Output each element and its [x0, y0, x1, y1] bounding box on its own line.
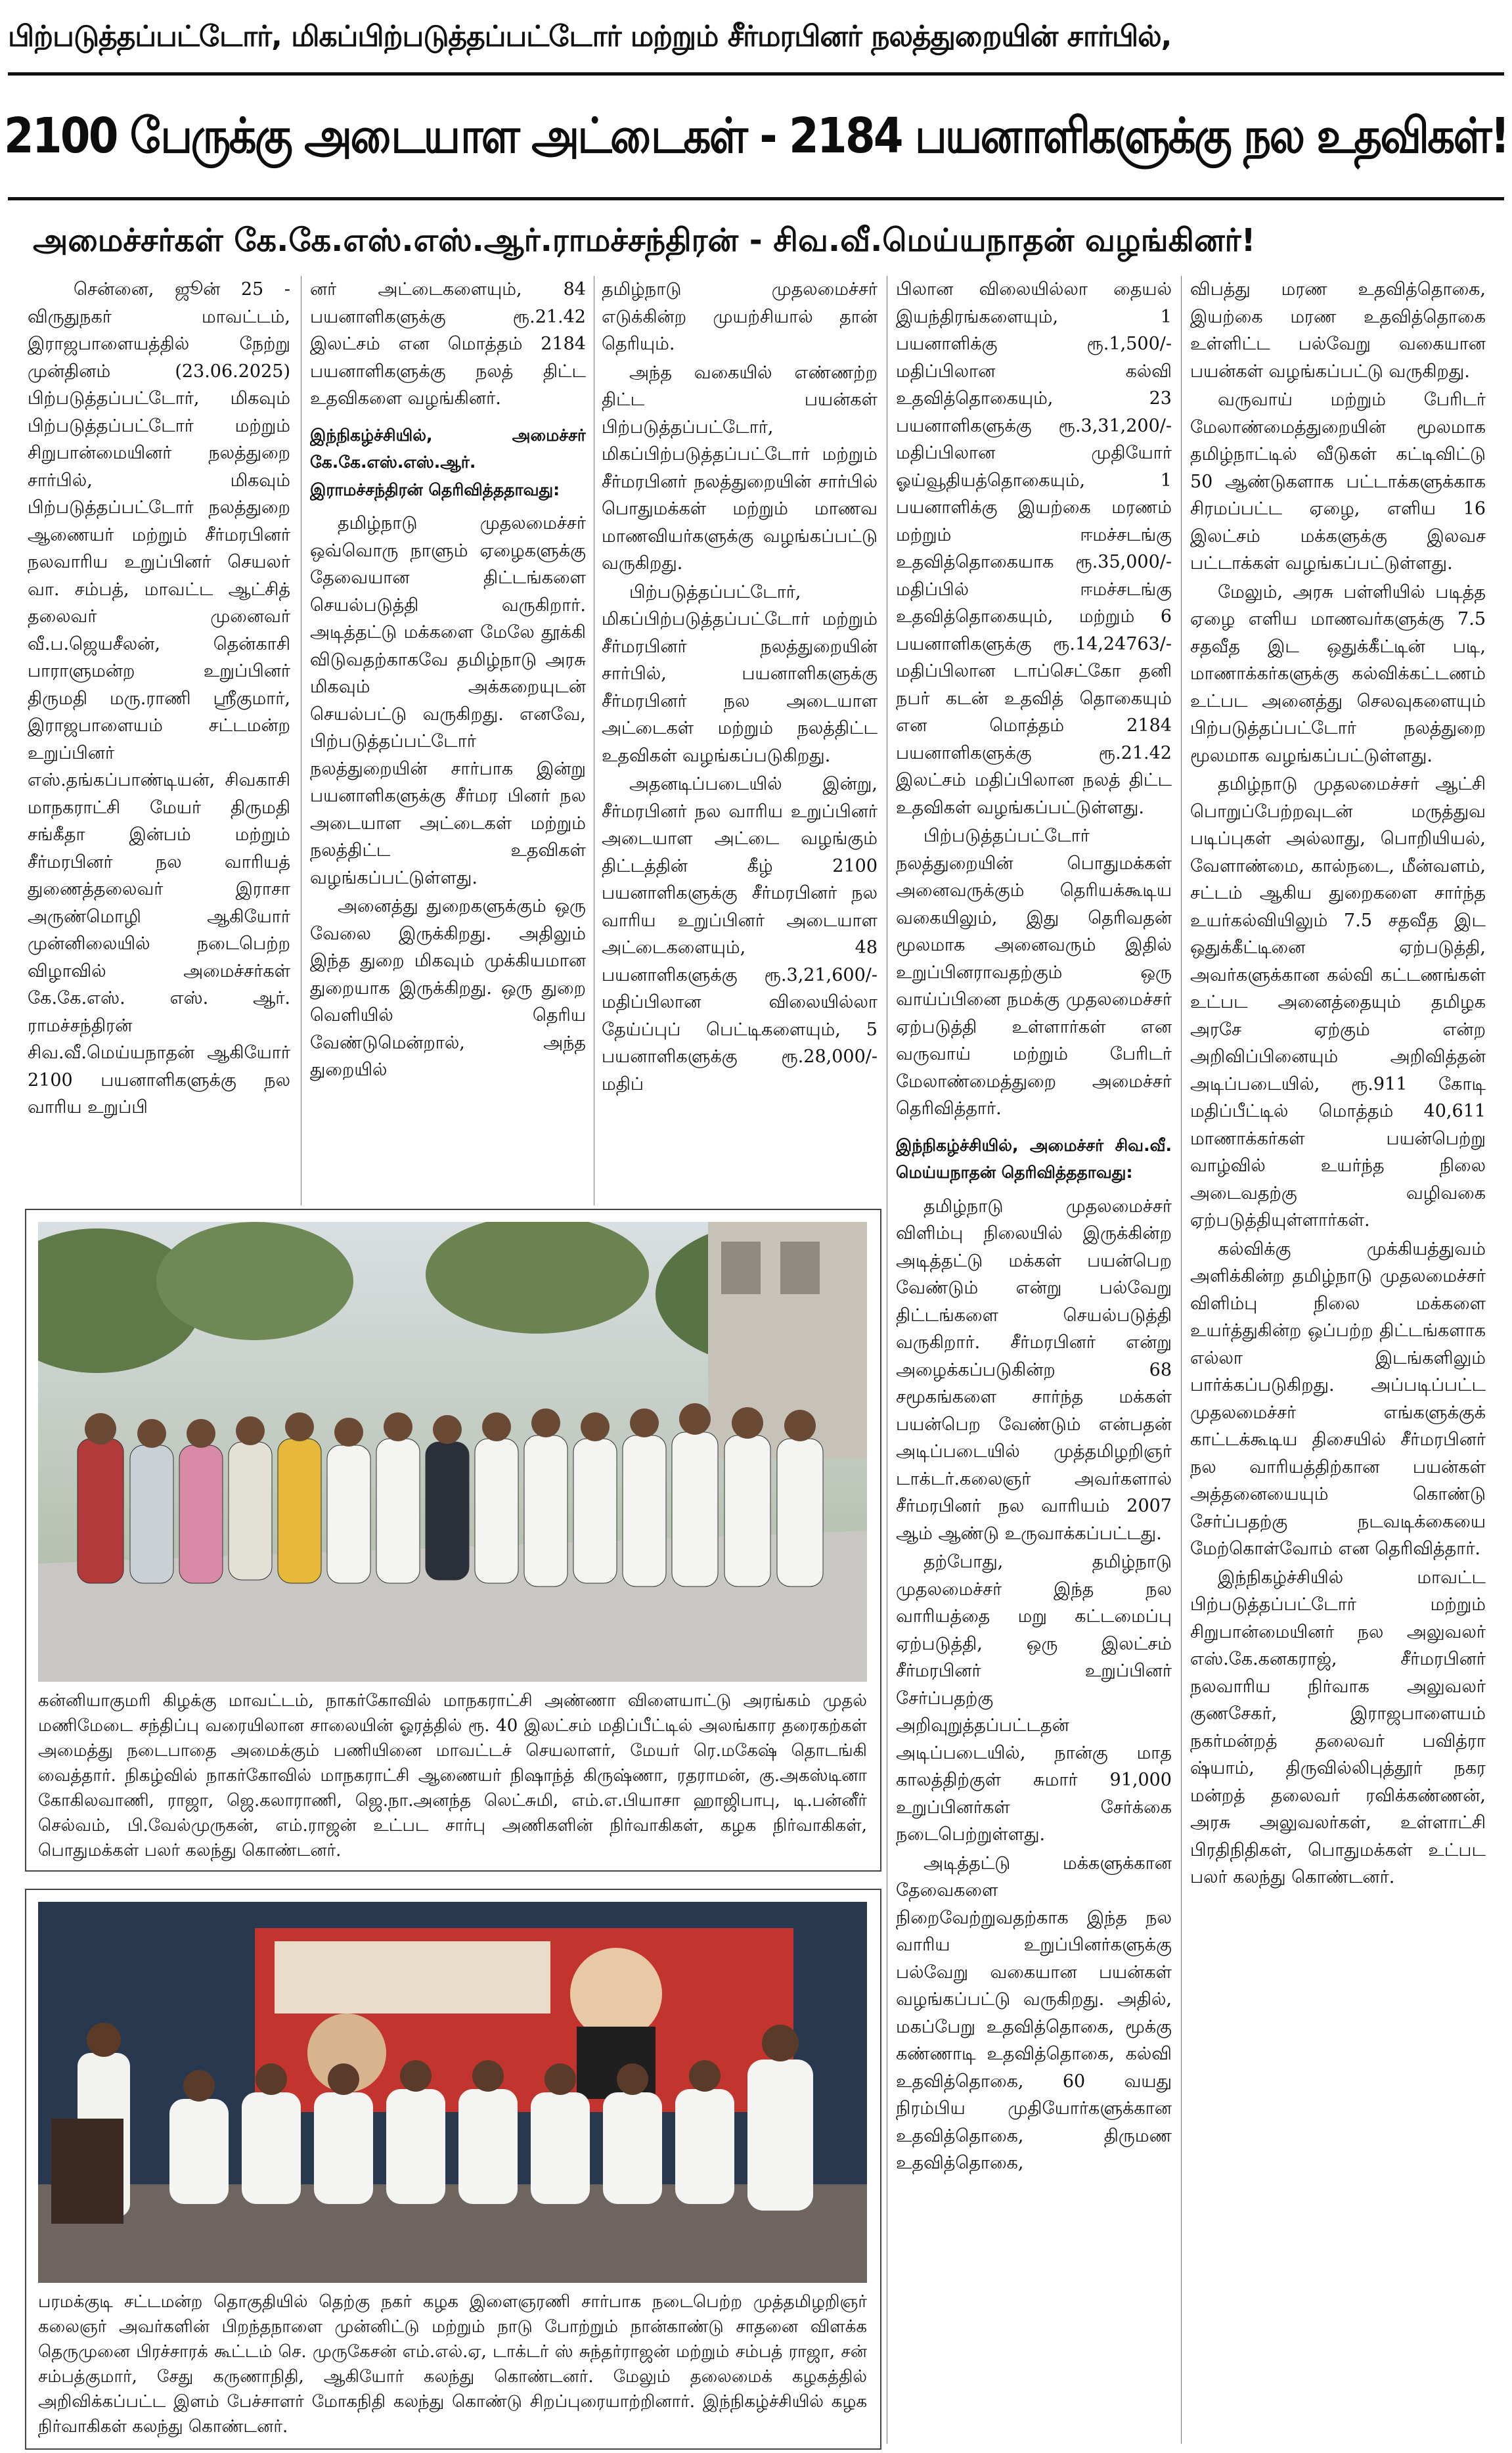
- campaign-meeting-photo: [38, 1902, 867, 2283]
- col4-para-1: பிலான விலையில்லா தையல் இயந்திரங்களையும், 1 பயனாளிக்கு ரூ.1,500/- மதிப்பிலான கல்வி உதவித்தொகையும், 23 பயனாளிகளுக்கு ரூ.3,31,200/- மதிப்பிலான முதியோர் ஓய்வூதியத்தொகையும், 1 பயனாளிக்கு இயற்கை மரணம் மற்றும் ஈமச்சடங்கு உதவித்தொகையாக ரூ.35,000/- மதிப்பில் ஈமச்சடங்கு உதவித்தொகையும், மற்றும் 6 பயனாளிகளுக்கு ரூ.14,24763/- மதிப்பிலான டாப்செட்கோ தனி நபர் கடன் உதவித் தொகையும் என மொத்தம் 2184 பயனாளிகளுக்கு ரூ.21.42 இலட்சம் மதிப்பிலான நலத் திட்ட உதவிகள் வழங்கப்பட்டுள்ளது.: [896, 279, 1172, 818]
- photo-1-caption: கன்னியாகுமரி கிழக்கு மாவட்டம், நாகர்கோவில் மாநகராட்சி அண்ணா விளையாட்டு அரங்கம் முதல் மணிமேடை சந்திப்பு வரையிலான சாலையின் ஓரத்தில் ரூ. 40 இலட்சம் மதிப்பீட்டில் அலங்கார தரைகற்கள் அமைத்து நடைபாதை அமைக்கும் பணியினை மாவட்டச் செயலாளர், மேயர் ரெ.மகேஷ் தொடங்கி வைத்தார். நிகழ்வில் நாகர்கோவில் மாநகராட்சி ஆணையர் நிஷாந்த் கிருஷ்ணா, ரதராமன், கு.அகஸ்டினா கோகிலவாணி, ராஜா, ஜெ.கலாராணி, ஜெ.நா.அனந்த லெட்சுமி, எம்.எ.பியாசா ஹாஜிபாபு, டி.பன்னீர் செல்வம், பி.வேல்முருகன், எம்.ராஜன் உட்பட சார்பு அணிகளின் நிர்வாகிகள், கழக நிர்வாகிகள், பொதுமக்கள் பலர் கலந்து கொண்டனர்.: [38, 1691, 867, 1860]
- col3-para-3: பிற்படுத்தப்பட்டோர், மிகப்பிற்படுத்தப்பட்டோர் மற்றும் சீர்மரபினர் நலத்துறையின் சார்பில், பயனாளிகளுக்கு சீர்மரபினர் நல அடையாள அட்டைகள் மற்றும் நலத்திட்ட உதவிகள் வழங்கப்படுகிறது.: [602, 581, 878, 766]
- article-subhead: அமைச்சர்கள் கே.கே.எஸ்.எஸ்.ஆர்.ராமச்சந்திரன் - சிவ.வீ.மெய்யநாதன் வழங்கினர்!: [33, 222, 1256, 259]
- article-headline: 2100 பேருக்கு அடையாள அட்டைகள் - 2184 பயனாளிகளுக்கு நல உதவிகள்!: [4, 108, 1508, 164]
- col5-para-3: மேலும், அரசு பள்ளியில் படித்த ஏழை எளிய மாணவர்களுக்கு 7.5 சதவீத இட ஒதுக்கீட்டின் படி, மாணாக்கர்களுக்கு கல்விக்கட்டணம் உட்பட அனைத்து செலவுகளையும் பிற்படுத்தப்பட்டோர் நலத்துறை மூலமாக வழங்கப்பட்டுள்ளது.: [1190, 581, 1486, 766]
- photo-1-box: [25, 1209, 881, 1872]
- col3-para-4: அதனடிப்படையில் இன்று, சீர்மரபினர் நல வாரிய உறுப்பினர் அடையாள அட்டை வழங்கும் திட்டத்தின் கீழ் 2100 பயனாளிகளுக்கு சீர்மரபினர் நல வாரிய உறுப்பினர் அடையாள அட்டைகளையும், 48 பயனாளிகளுக்கு ரூ.3,21,600/- மதிப்பிலான விலையில்லா தேய்ப்புப் பெட்டிகளையும், 5 பயனாளிகளுக்கு ரூ.28,000/- மதிப்: [602, 774, 878, 1094]
- column-2: [310, 276, 586, 1205]
- photo-2-box: [25, 1889, 881, 2450]
- col2-para-1: னர் அட்டைகளையும், 84 பயனாளிகளுக்கு ரூ.21.42 இலட்சம் என மொத்தம் 2184 பயனாளிகளுக்கு நலத் திட்ட உதவிகளை வழங்கினர்.: [310, 279, 586, 409]
- header-rule-top: [8, 72, 1504, 76]
- header-rule-bottom: [8, 197, 1504, 200]
- col2-para-3: அனைத்து துறைகளுக்கும் ஒரு வேலை இருக்கிறது. அதிலும் இந்த துறை மிகவும் முக்கியமான துறையாக இருக்கிறது. ஒரு துறை வெளியில் தெரிய வேண்டுமென்றால், அந்த துறையில்: [310, 896, 586, 1080]
- column-1: [28, 276, 290, 1205]
- column-4: [896, 276, 1172, 2444]
- col3-para-2: அந்த வகையில் எண்ணற்ற திட்ட பயன்கள் பிற்படுத்தப்பட்டோர், மிகப்பிற்படுத்தப்பட்டோர் மற்றும் சீர்மரபினர் நலத்துறையின் சார்பில் பொதுமக்கள் மற்றும் மாணவ மாணவியர்களுக்கு வழங்கப்பட்டு வருகிறது.: [602, 362, 878, 574]
- col3-para-1: தமிழ்நாடு முதலமைச்சர் எடுக்கின்ற முயற்சியால் தான் தெரியும்.: [602, 279, 878, 354]
- photo-2-caption: பரமக்குடி சட்டமன்ற தொகுதியில் தெற்கு நகர் கழக இளைஞரணி சார்பாக நடைபெற்ற முத்தமிழறிஞர் கலைஞர் அவர்களின் பிறந்தநாளை முன்னிட்டு மற்றும் நாடு போற்றும் நான்காண்டு சாதனை விளக்க தெருமுனை பிரச்சாரக் கூட்டம் செ. முருகேசன் எம்.எல்.ஏ, டாக்டர் ஸ் சுந்தர்ராஜன் மற்றும் சம்பத் ராஜா, சன் சம்பத்குமார், சேது கருணாநிதி, ஆகியோர் கலந்து கொண்டனர். மேலும் தலைமைக் கழகத்தில் அறிவிக்கப்பட்ட இளம் பேச்சாளர் மோகநிதி கலந்து கொண்டு சிறப்புரையாற்றினார். இந்நிகழ்ச்சியில் கழக நிர்வாகிகள் கலந்து கொண்டனர்.: [38, 2292, 867, 2437]
- col2-subheading: இந்நிகழ்ச்சியில், அமைச்சர் கே.கே.எஸ்.எஸ்.ஆர். இராமச்சந்திரன் தெரிவித்ததாவது:: [310, 425, 586, 499]
- col5-para-2: வருவாய் மற்றும் பேரிடர் மேலாண்மைத்துறையின் மூலமாக தமிழ்நாட்டில் வீடுகள் கட்டிவிட்டு 50 ஆண்டுகளாக பட்டாக்களுக்காக சிரமப்பட்ட ஏழை, எளிய 16 இலட்சம் மக்களுக்கு இலவச பட்டாக்கள் வழங்கப்பட்டுள்ளது.: [1190, 390, 1486, 574]
- col5-para-6: இந்நிகழ்ச்சியில் மாவட்ட பிற்படுத்தப்பட்டோர் மற்றும் சிறுபான்மையினர் நல அலுவலர் எஸ்.கே.கனகராஜ், சீர்மரபினர் நலவாரிய நிர்வாக அலுவலர் குணசேகர், இராஜபாளையம் நகர்மன்றத் தலைவர் பவித்ரா ஷ்யாம், திருவில்லிபுத்தூர் நகர மன்றத் தலைவர் ரவிக்கண்ணன், அரசு அலுவலர்கள், உள்ளாட்சி பிரதிநிதிகள், பொதுமக்கள் உட்பட பலர் கலந்து கொண்டனர்.: [1190, 1567, 1486, 1887]
- col4-para-5: அடித்தட்டு மக்களுக்கான தேவைகளை நிறைவேற்றுவதற்காக இந்த நல வாரிய உறுப்பினர்களுக்கு பல்வேறு வகையான பயன்கள் வழங்கப்பட்டு வருகிறது. அதில், மகப்பேறு உதவித்தொகை, மூக்கு கண்ணாடி உதவித்தொகை, கல்வி உதவித்தொகை, 60 வயது நிரம்பிய முதியோர்களுக்கான உதவித்தொகை, திருமண உதவித்தொகை,: [896, 1853, 1172, 2173]
- col5-para-4: தமிழ்நாடு முதலமைச்சர் ஆட்சி பொறுப்பேற்றவுடன் மருத்துவ படிப்புகள் அல்லாது, பொறியியல், வேளாண்மை, கால்நடை, மீன்வளம், சட்டம் ஆகிய துறைகளை சார்ந்த உயர்கல்வியிலும் 7.5 சதவீத இட ஒதுக்கீட்டினை ஏற்படுத்தி, அவர்களுக்கான கல்வி கட்டணங்கள் உட்பட அனைத்தையும் தமிழக அரசே ஏற்கும் என்ற அறிவிப்பினையும் அறிவித்தன் அடிப்படையில், ரூ.911 கோடி மதிப்பீட்டில் மொத்தம் 40,611 மாணாக்கர்கள் பயன்பெற்று வாழ்வில் உயர்ந்த நிலை அடைவதற்கு வழிவகை ஏற்படுத்தியுள்ளார்கள்.: [1190, 774, 1486, 1230]
- col4-para-4: தற்போது, தமிழ்நாடு முதலமைச்சர் இந்த நல வாரியத்தை மறு கட்டமைப்பு ஏற்படுத்தி, ஒரு இலட்சம் சீர்மரபினர் உறுப்பினர் சேர்ப்பதற்கு அறிவுறுத்தப்பட்டதன் அடிப்படையில், நான்கு மாத காலத்திற்குள் சுமார் 91,000 உறுப்பினர்கள் சேர்க்கை நடைபெற்றுள்ளது.: [896, 1552, 1172, 1845]
- col4-para-2: பிற்படுத்தப்பட்டோர் நலத்துறையின் பொதுமக்கள் அனைவருக்கும் தெரியக்கூடிய வகையிலும், இது தெரிவதன் மூலமாக அனைவரும் இதில் உறுப்பினராவதற்கும் ஒரு வாய்ப்பினை நமக்கு முதலமைச்சர் ஏற்படுத்தி உள்ளார்கள் என வருவாய் மற்றும் பேரிடர் மேலாண்மைத்துறை அமைச்சர் தெரிவித்தார்.: [896, 826, 1172, 1119]
- column-5: [1190, 276, 1486, 2444]
- column-divider: [1181, 276, 1182, 2444]
- col2-para-2: தமிழ்நாடு முதலமைச்சர் ஒவ்வொரு நாளும் ஏழைகளுக்கு தேவையான திட்டங்களை செயல்படுத்தி வருகிறார். அடித்தட்டு மக்களை மேலே தூக்கி விடுவதற்காகவே தமிழ்நாடு அரசு மிகவும் அக்கறையுடன் செயல்பட்டு வருகிறது. எனவே, பிற்படுத்தப்பட்டோர் நலத்துறையின் சார்பாக இன்று பயனாளிகளுக்கு சீர்மர பினர் நல அடையாள அட்டைகள் மற்றும் நலத்திட்ட உதவிகள் வழங்கப்பட்டுள்ளது.: [310, 513, 586, 888]
- col1-para-1: சென்னை, ஜூன் 25 - விருதுநகர் மாவட்டம், இராஜபாளையத்தில் நேற்று முன்தினம் (23.06.2025) பிற்படுத்தப்பட்டோர், மிகவும் பிற்படுத்தப்பட்டோர் மற்றும் சிறுபான்மையினர் நலத்துறை சார்பில், மிகவும் பிற்படுத்தப்பட்டோர் நலத்துறை ஆணையர் மற்றும் சீர்மரபினர் நலவாரிய உறுப்பினர் செயலர் வா. சம்பத், மாவட்ட ஆட்சித் தலைவர் முனைவர் வீ.ப.ஜெயசீலன், தென்காசி பாராளுமன்ற உறுப்பினர் திருமதி மரு.ராணி ஸ்ரீகுமார், இராஜபாளையம் சட்டமன்ற உறுப்பினர் எஸ்.தங்கப்பாண்டியன், சிவகாசி மாநகராட்சி மேயர் திருமதி சங்கீதா இன்பம் மற்றும் சீர்மரபினர் நல வாரியத் துணைத்தலைவர் இராசா அருண்மொழி ஆகியோர் முன்னிலையில் நடைபெற்ற விழாவில் அமைச்சர்கள் கே.கே.எஸ். எஸ். ஆர். ராமச்சந்திரன் சிவ.வீ.மெய்யநாதன் ஆகியோர் 2100 பயனாளிகளுக்கு நல வாரிய உறுப்பி: [28, 279, 290, 1117]
- col5-para-5: கல்விக்கு முக்கியத்துவம் அளிக்கின்ற தமிழ்நாடு முதலமைச்சர் விளிம்பு நிலை மக்களை உயர்த்துகின்ற ஒப்பற்ற திட்டங்களாக எல்லா இடங்களிலும் பார்க்கப்படுகிறது. அப்படிப்பட்ட முதலமைச்சர் எங்களுக்குக் காட்டக்கூடிய திசையில் சீர்மரபினர் நல வாரியத்திற்கான பயன்கள் அத்தனையையும் கொண்டு சேர்ப்பதற்கு நடவடிக்கையை மேற்கொள்வோம் என தெரிவித்தார்.: [1190, 1238, 1486, 1559]
- col4-para-3: தமிழ்நாடு முதலமைச்சர் விளிம்பு நிலையில் இருக்கின்ற அடித்தட்டு மக்கள் பயன்பெற வேண்டும் என்று பல்வேறு திட்டங்களை செயல்படுத்தி வருகிறார். சீர்மரபினர் என்று அழைக்கப்படுகின்ற 68 சமூகங்களை சார்ந்த மக்கள் பயன்பெற வேண்டும் என்பதன் அடிப்படையில் முத்தமிழறிஞர் டாக்டர்.கலைஞர் அவர்களால் சீர்மரபினர் நல வாரியம் 2007 ஆம் ஆண்டு உருவாக்கப்பட்டது.: [896, 1196, 1172, 1544]
- column-3: [602, 276, 878, 1205]
- col4-subheading: இந்நிகழ்ச்சியில், அமைச்சர் சிவ.வீ. மெய்யநாதன் தெரிவித்ததாவது:: [896, 1135, 1172, 1182]
- road-inauguration-photo: [38, 1222, 867, 1682]
- article-kicker: பிற்படுத்தப்பட்டோர், மிகப்பிற்படுத்தப்பட்டோர் மற்றும் சீர்மரபினர் நலத்துறையின் சார்பில்,: [8, 20, 1172, 53]
- col5-para-1: விபத்து மரண உதவித்தொகை, இயற்கை மரண உதவித்தொகை உள்ளிட்ட பல்வேறு வகையான பயன்கள் வழங்கப்பட்டு வருகிறது.: [1190, 279, 1486, 382]
